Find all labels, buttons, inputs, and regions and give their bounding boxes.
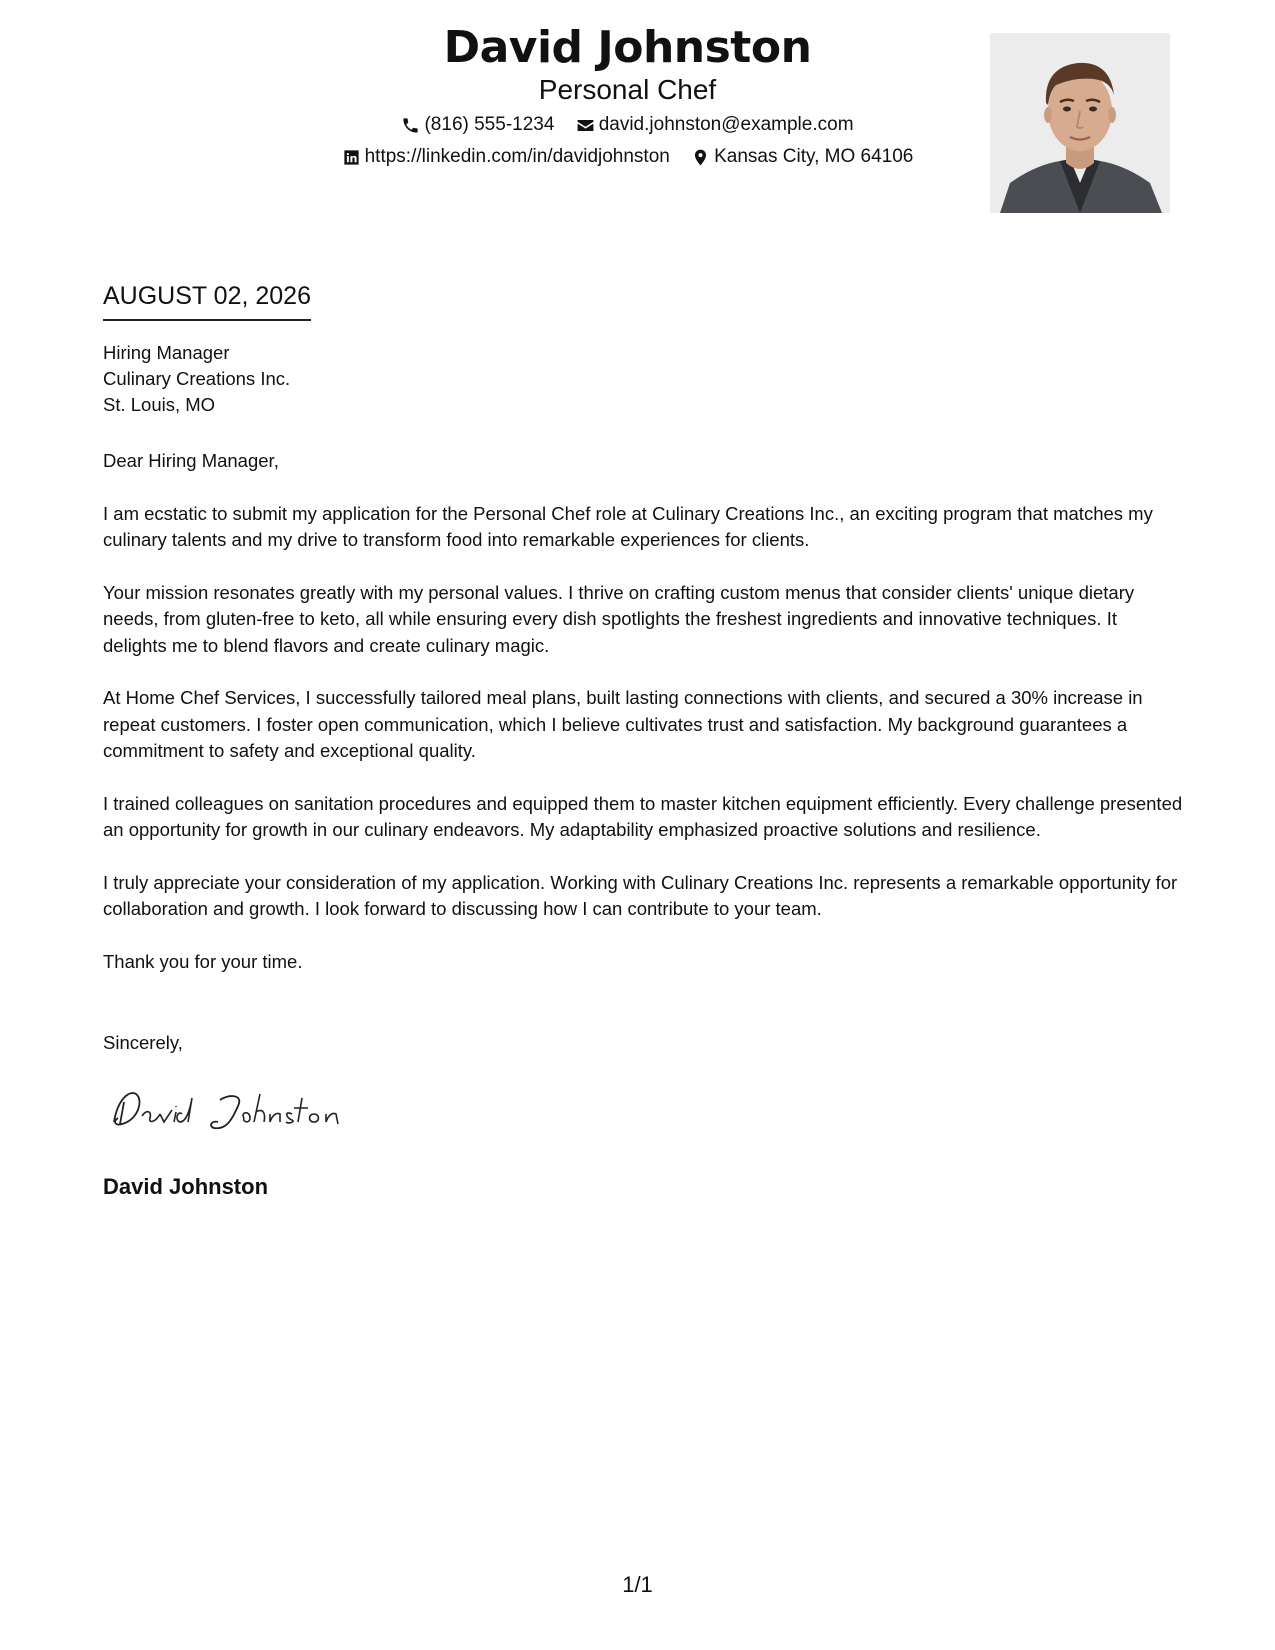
body-paragraph: I trained colleagues on sanitation procedures and equipped them to master kitchen equipment efficiently. Every challenge presented an opportunity for growth in our culinary endeavors. My adaptability emphasized proactive solutions and resilience. bbox=[103, 792, 1183, 840]
phone-icon bbox=[401, 116, 420, 135]
phone-text: (816) 555-1234 bbox=[424, 114, 555, 135]
recipient-title: Hiring Manager bbox=[103, 342, 230, 363]
signature-graphic bbox=[108, 1080, 368, 1140]
letter-date: AUGUST 02, 2026 bbox=[103, 281, 311, 321]
body-paragraph: I truly appreciate your consideration of my application. Working with Culinary Creations Inc. represents a remarkable opportunity for collaboration and growth. I look forward to discussing how I can contribute to your team. bbox=[103, 871, 1178, 919]
contact-location bbox=[691, 144, 913, 170]
recipient-location: St. Louis, MO bbox=[103, 394, 216, 415]
location-text: Kansas City, MO 64106 bbox=[714, 146, 914, 167]
avatar bbox=[990, 33, 1170, 213]
map-pin-icon bbox=[691, 148, 710, 167]
contact-email[interactable] bbox=[576, 112, 854, 138]
signature-image bbox=[108, 1080, 368, 1140]
recipient-company: Culinary Creations Inc. bbox=[103, 368, 291, 389]
job-title: Personal Chef bbox=[538, 74, 717, 105]
linkedin-text[interactable]: https://linkedin.com/in/davidjohnston bbox=[364, 146, 670, 167]
profile-photo bbox=[990, 33, 1170, 213]
body-paragraph: Your mission resonates greatly with my personal values. I thrive on crafting custom menus that consider clients' unique dietary needs, from gluten-free to keto, all while ensuring every dish spotlights the freshest ingredients and innovative techniques. It delights me to blend flavors and create culinary magic. bbox=[103, 581, 1135, 656]
signer-name: David Johnston bbox=[103, 1174, 269, 1199]
closing: Sincerely, bbox=[103, 1032, 183, 1053]
linkedin-icon bbox=[342, 148, 361, 167]
recipient-block bbox=[103, 340, 290, 418]
body-paragraph: At Home Chef Services, I successfully tailored meal plans, built lasting connections with clients, and secured a 30% increase in repeat customers. I foster open communication, which I believe cultivates trust and satisfaction. My background guarantees a commitment to safety and exceptional quality. bbox=[103, 687, 1143, 761]
salutation: Dear Hiring Manager, bbox=[103, 450, 279, 471]
contact-linkedin[interactable] bbox=[342, 144, 670, 170]
body-paragraph: I am ecstatic to submit my application for the Personal Chef role at Culinary Creations Inc., an exciting program that matches my culinary talents and my drive to transform food into remarkable experiences for clients. bbox=[103, 502, 1153, 550]
email-text[interactable]: david.johnston@example.com bbox=[598, 114, 854, 135]
contact-phone bbox=[401, 112, 554, 138]
applicant-name: David Johnston bbox=[443, 22, 812, 73]
letter-body bbox=[103, 448, 1183, 1001]
envelope-icon bbox=[576, 116, 595, 135]
body-paragraph: Thank you for your time. bbox=[103, 950, 303, 972]
page-number: 1/1 bbox=[622, 1572, 653, 1597]
